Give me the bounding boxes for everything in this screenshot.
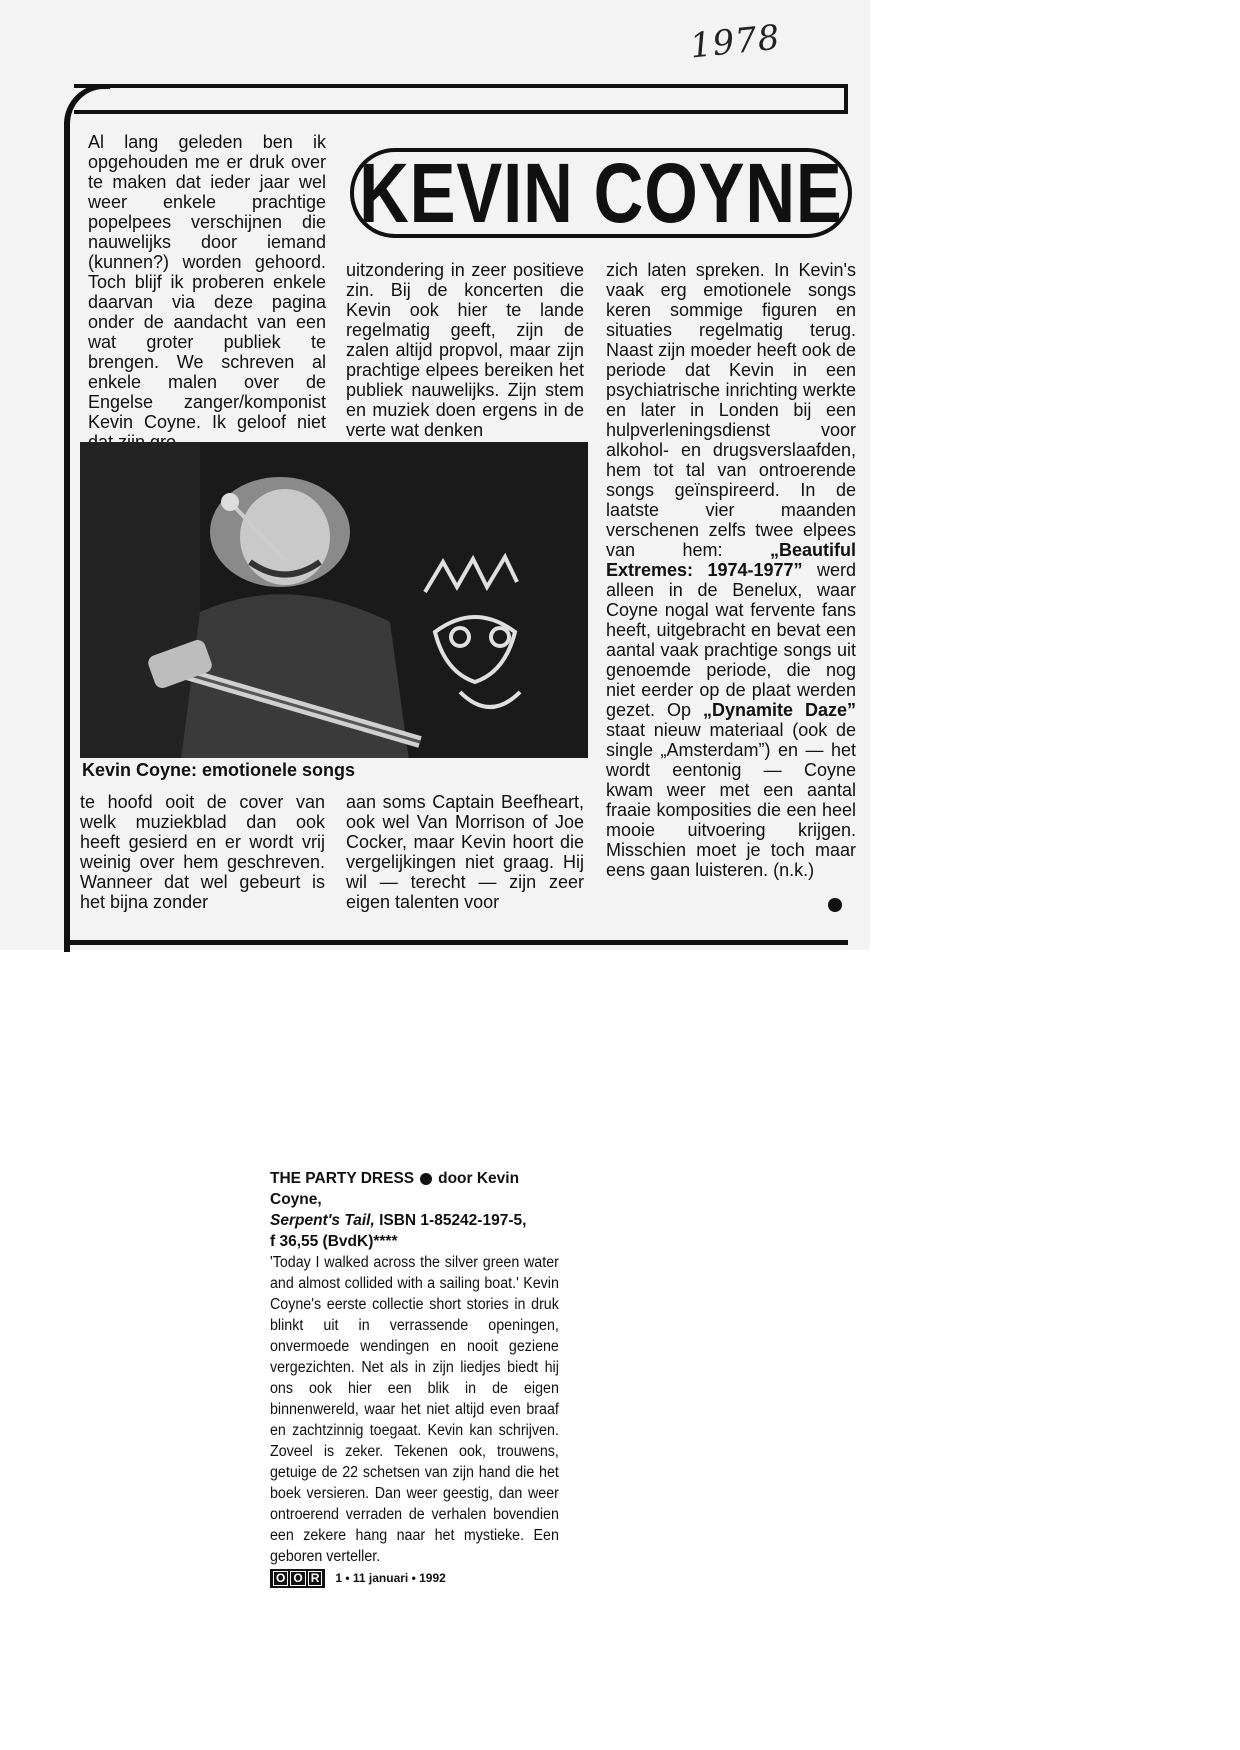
column-3-text — [606, 260, 856, 880]
column-1b-text: te hoofd ooit de cover van welk muziekblad dan ook heeft gesierd en er wordt vrij weinig over hem geschreven. Wanneer dat wel gebeurt is het bijna zonder — [80, 792, 325, 912]
oor-letter: R — [308, 1571, 323, 1586]
oor-logo — [270, 1569, 325, 1588]
column-3-part-c: werd alleen in de Benelux, waar Coyne nogal wat fervente fans heeft, uitgebracht en bevat een aantal vaak prachtige songs uit genoemde periode, die nog niet eerder op de plaat werden gezet. Op — [606, 560, 856, 720]
review-publisher: Serpent's Tail, — [270, 1212, 375, 1229]
album-title-beautiful-extremes: „Beautiful Extremes: 1974-1977” — [606, 540, 856, 580]
frame-bottom-rule — [70, 940, 848, 945]
review-line-1 — [270, 1168, 560, 1210]
review-price: f 36,55 (BvdK)**** — [270, 1233, 398, 1250]
review-header — [270, 1168, 560, 1252]
column-2-text: uitzondering in zeer positieve zin. Bij de koncerten die Kevin ook hier te lande regelmatig geeft, zijn de zalen altijd propvol, maar zijn prachtige elpees bereiken het publiek nauwelijks. Zijn stem en muziek doen ergens in de verte wat denken — [346, 260, 584, 440]
column-2b-text: aan soms Captain Beefheart, ook wel Van Morrison of Joe Cocker, maar Kevin hoort die vergelijkingen niet graag. Hij wil — terecht — zijn zeer eigen talenten voor — [346, 792, 584, 912]
album-title-dynamite-daze: „Dynamite Daze” — [702, 700, 856, 720]
column-3-part-a: zich laten spreken. In Kevin's vaak erg emotionele songs keren sommige figuren en situaties regelmatig terug. Naast zijn moeder heeft ook de periode dat Kevin in een psychiatrische inrichting werkte en later in Londen bij een hulpverleningsdienst voor alkohol- en drugsverslaafden, hem tot tal van ontroerende songs geïnspireerd. In de laatste vier maanden verschenen zelfs twee elpees van hem: — [606, 260, 856, 560]
frame-top-bar — [74, 84, 848, 114]
performer-illustration — [80, 442, 588, 758]
column-3-part-d: staat nieuw materiaal (ook de single „Amsterdam”) en — het wordt eentonig — Coyne kwam weer met een aantal fraaie komposities die een heel mooie uitvoering krijgen. Misschien moet je toch maar eens gaan luisteren. (n.k.) — [606, 720, 856, 880]
kevin-coyne-photo — [80, 442, 588, 758]
issue-date: 1 • 11 januari • 1992 — [335, 1571, 446, 1585]
review-source — [270, 1568, 560, 1589]
column-1-text: Al lang geleden ben ik opgehouden me er druk over te maken dat ieder jaar wel weer enkele prachtige popelpees verschijnen die nauwelijks door iemand (kunnen?) worden gehoord. Toch blijf ik proberen enkele daarvan via deze pagina onder de aandacht van een wat groter publiek te brengen. We schreven al enkele malen over de Engelse zanger/komponist Kevin Coyne. Ik geloof niet — [88, 132, 326, 432]
handwritten-year: 1978 — [688, 17, 783, 67]
review-line-2 — [270, 1210, 560, 1231]
article-column-2 — [346, 260, 584, 440]
headline-box — [350, 148, 852, 238]
book-review-clipping — [270, 1168, 560, 1589]
review-book-title: THE PARTY DRESS — [270, 1170, 415, 1187]
photo-caption: Kevin Coyne: emotionele songs — [82, 760, 356, 780]
frame-left-rule — [64, 122, 70, 952]
article-headline: KEVIN COYNE — [359, 146, 843, 240]
article-column-3 — [606, 260, 856, 880]
article-column-1-continued — [80, 792, 325, 912]
oor-letter: O — [290, 1571, 305, 1586]
review-text: 'Today I walked across the silver green water and almost collided with a sailing boat.' Kevin Coyne's eerste collectie short stories in druk blinkt uit in verrassende openingen, onvermoede wendingen en nooit geziene vergezichten. Net als in zijn liedjes biedt hij ons ook hier een blik in de eigen binnenwereld, waar het niet altijd even braaf en zachtzinnig toegaat. Kevin kan schrijven. Zoveel is zeker. Tekenen ook, trouwens, getuige de 22 schetsen van zijn hand die het boek versieren. Dan weer geestig, dan weer ontroerend verraden de verhalen bovendien een zekere hang naar het mystieke. Een geboren verteller. — [270, 1254, 559, 1565]
oor-letter: O — [273, 1571, 288, 1586]
article-column-1 — [88, 132, 326, 452]
review-bullet — [420, 1173, 432, 1185]
article-column-2-continued — [346, 792, 584, 912]
end-bullet — [828, 898, 842, 912]
review-body — [270, 1252, 560, 1567]
review-isbn: ISBN 1-85242-197-5, — [379, 1212, 527, 1229]
review-byline: door Kevin Coyne, — [270, 1170, 520, 1208]
